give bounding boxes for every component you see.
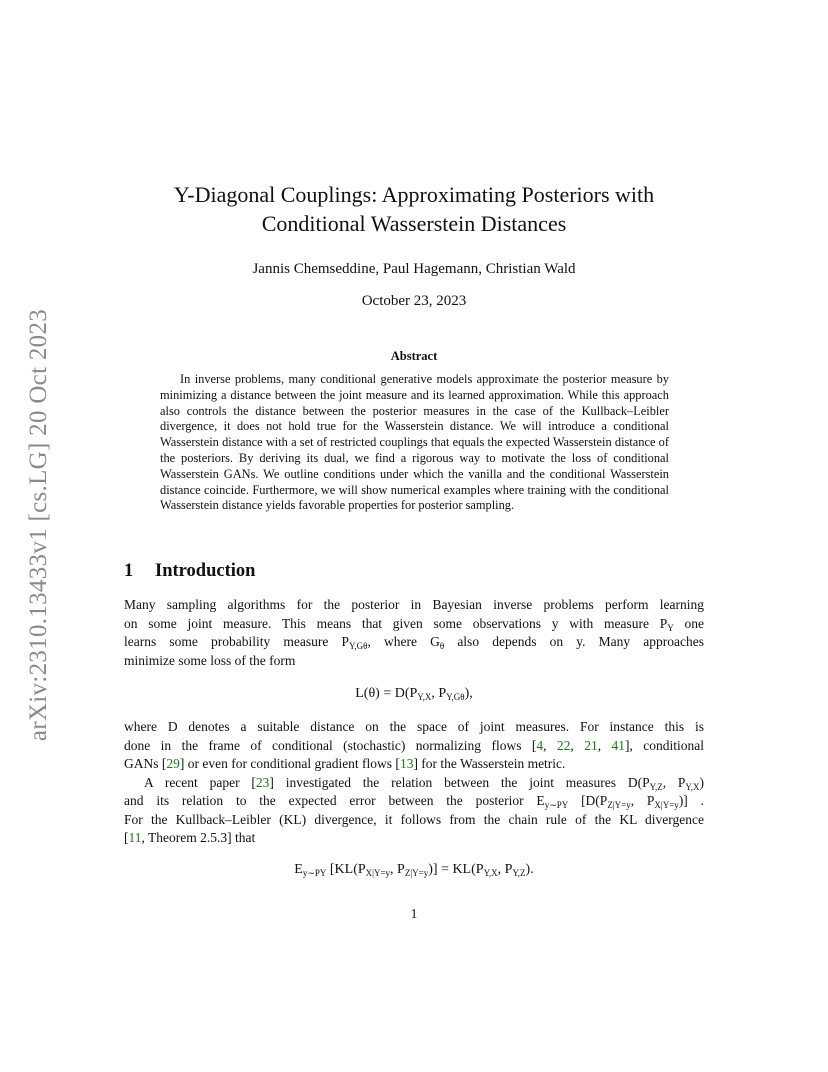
section-number: 1	[124, 561, 134, 581]
text-run: ] or even for conditional gradient flows [	[179, 756, 400, 771]
paragraph-line: minimize some loss of the form	[124, 652, 296, 668]
page-number: 1	[410, 906, 418, 921]
paragraph-line	[124, 774, 704, 793]
citation-link[interactable]: 11	[128, 830, 142, 845]
subscript: Y,Gθ	[349, 641, 368, 651]
citation-link[interactable]: 13	[399, 756, 414, 771]
title-line-1: Y-Diagonal Couplings: Approximating Posteriors with	[173, 182, 655, 207]
abstract-heading: Abstract	[390, 349, 438, 363]
citation-link[interactable]: 21	[584, 737, 598, 753]
text-run: [D(P	[568, 793, 608, 808]
subscript: y∼PY	[544, 800, 569, 810]
text-run: , Theorem 2.5.3] that	[141, 830, 256, 845]
paragraph-line	[124, 755, 704, 774]
subscript: Y,Z	[649, 781, 663, 792]
text-run: ], conditional	[625, 737, 705, 753]
section-title: Introduction	[155, 561, 256, 581]
paragraph-line: where D denotes a suitable distance on the space of joint measures. For instance this is	[124, 719, 704, 734]
text-run: ] for the Wasserstein metric.	[413, 756, 566, 771]
text-run: one	[673, 615, 704, 631]
title-line-2: Conditional Wasserstein Distances	[261, 211, 567, 236]
subscript: Y,X	[417, 692, 432, 702]
citation-link[interactable]: 23	[255, 774, 270, 790]
subscript: y∼PY	[302, 868, 327, 878]
math-run: , P	[390, 862, 405, 877]
text-run: )] .	[678, 793, 705, 808]
arxiv-identifier: arXiv:2310.13433v1 [cs.LG] 20 Oct 2023	[25, 308, 53, 742]
citation-link[interactable]: 41	[611, 737, 625, 753]
text-run: GANs [	[124, 756, 167, 771]
subscript: Z|Y=y	[404, 868, 429, 878]
intro-paragraph-1	[124, 596, 704, 670]
paragraph-line	[124, 633, 704, 652]
paragraph-line	[124, 792, 704, 811]
paragraph-line	[124, 615, 704, 634]
text-run: , P	[630, 793, 655, 808]
subscript: X|Y=y	[365, 868, 391, 878]
text-run: and its relation to the expected error between the posterior E	[124, 793, 545, 808]
equation-kl-chain-rule	[124, 860, 704, 880]
text-run: learns some probability measure P	[124, 634, 350, 649]
subscript: Y,Z	[512, 868, 526, 878]
intro-paragraph-2	[124, 718, 704, 848]
text-run: ] investigated the relation between the joint measures D(P	[269, 774, 650, 790]
paragraph-line: For the Kullback–Leibler (KL) divergence, it follows from the chain rule of the KL divergence	[124, 811, 704, 827]
subscript: Y	[667, 622, 674, 633]
math-run: ).	[525, 862, 534, 877]
text-run: , where G	[367, 634, 440, 649]
citation-link[interactable]: 22	[556, 737, 571, 753]
math-run: , P	[431, 686, 447, 701]
subscript: X|Y=y	[654, 800, 679, 810]
paper-title	[124, 180, 704, 238]
paragraph-line	[124, 829, 704, 848]
math-run: )] = KL(P	[428, 862, 484, 877]
math-run: E	[294, 862, 303, 877]
subscript: Y,X	[685, 781, 700, 792]
text-run: also depends on y. Many approaches	[444, 634, 704, 649]
math-run: ),	[464, 686, 473, 701]
section-heading	[124, 559, 255, 583]
text-run: done in the frame of conditional (stochastic) normalizing flows [	[124, 737, 537, 753]
publication-date: October 23, 2023	[361, 293, 467, 309]
paragraph-line: done in the frame of conditional (stochastic) normalizing flows [4, 22, 21, 41], conditional	[124, 737, 705, 753]
arxiv-identifier-stamp	[19, 290, 59, 760]
author-list: Jannis Chemseddine, Paul Hagemann, Christian Wald	[252, 261, 576, 277]
subscript: Z|Y=y	[607, 800, 631, 810]
paragraph-line: Many sampling algorithms for the posterior in Bayesian inverse problems perform learning	[124, 597, 704, 612]
text-run: )	[699, 774, 704, 790]
subscript: Y,X	[483, 868, 498, 878]
abstract-text: In inverse problems, many conditional generative models approximate the posterior measure by minimizing a distance between the joint measure and its learned approximation. While this approach also controls the distance between the posterior measures in the case of the Kullback–Leibler divergence, it does not hold true for the Wasserstein distance. We will introduce a conditional Wasserstein distance with a set of restricted couplings that equals the expected Wasserstein distance of the posteriors. By deriving its dual, we find a rigorous way to motivate the loss of conditional Wasserstein GANs. We outline conditions under which the vanilla and the conditional Wasserstein distance coincide. Furthermore, we will show numerical examples where training with the conditional Wasserstein distance yields favorable properties for posterior sampling.	[160, 372, 669, 513]
subscript: Y,Gθ	[446, 692, 465, 702]
text-run: on some joint measure. This means that given some observations y with measure P	[124, 615, 668, 631]
citation-link[interactable]: 4	[536, 737, 544, 753]
text-run: , P	[662, 774, 686, 790]
text-run: A recent paper [	[144, 774, 256, 790]
math-run: , P	[497, 862, 513, 877]
equation-loss	[124, 684, 704, 704]
subscript: θ	[439, 641, 445, 651]
text-run: [	[124, 830, 129, 845]
math-run: [KL(P	[326, 862, 366, 877]
citation-link[interactable]: 29	[166, 756, 180, 771]
math-run: L(θ) = D(P	[355, 686, 418, 701]
